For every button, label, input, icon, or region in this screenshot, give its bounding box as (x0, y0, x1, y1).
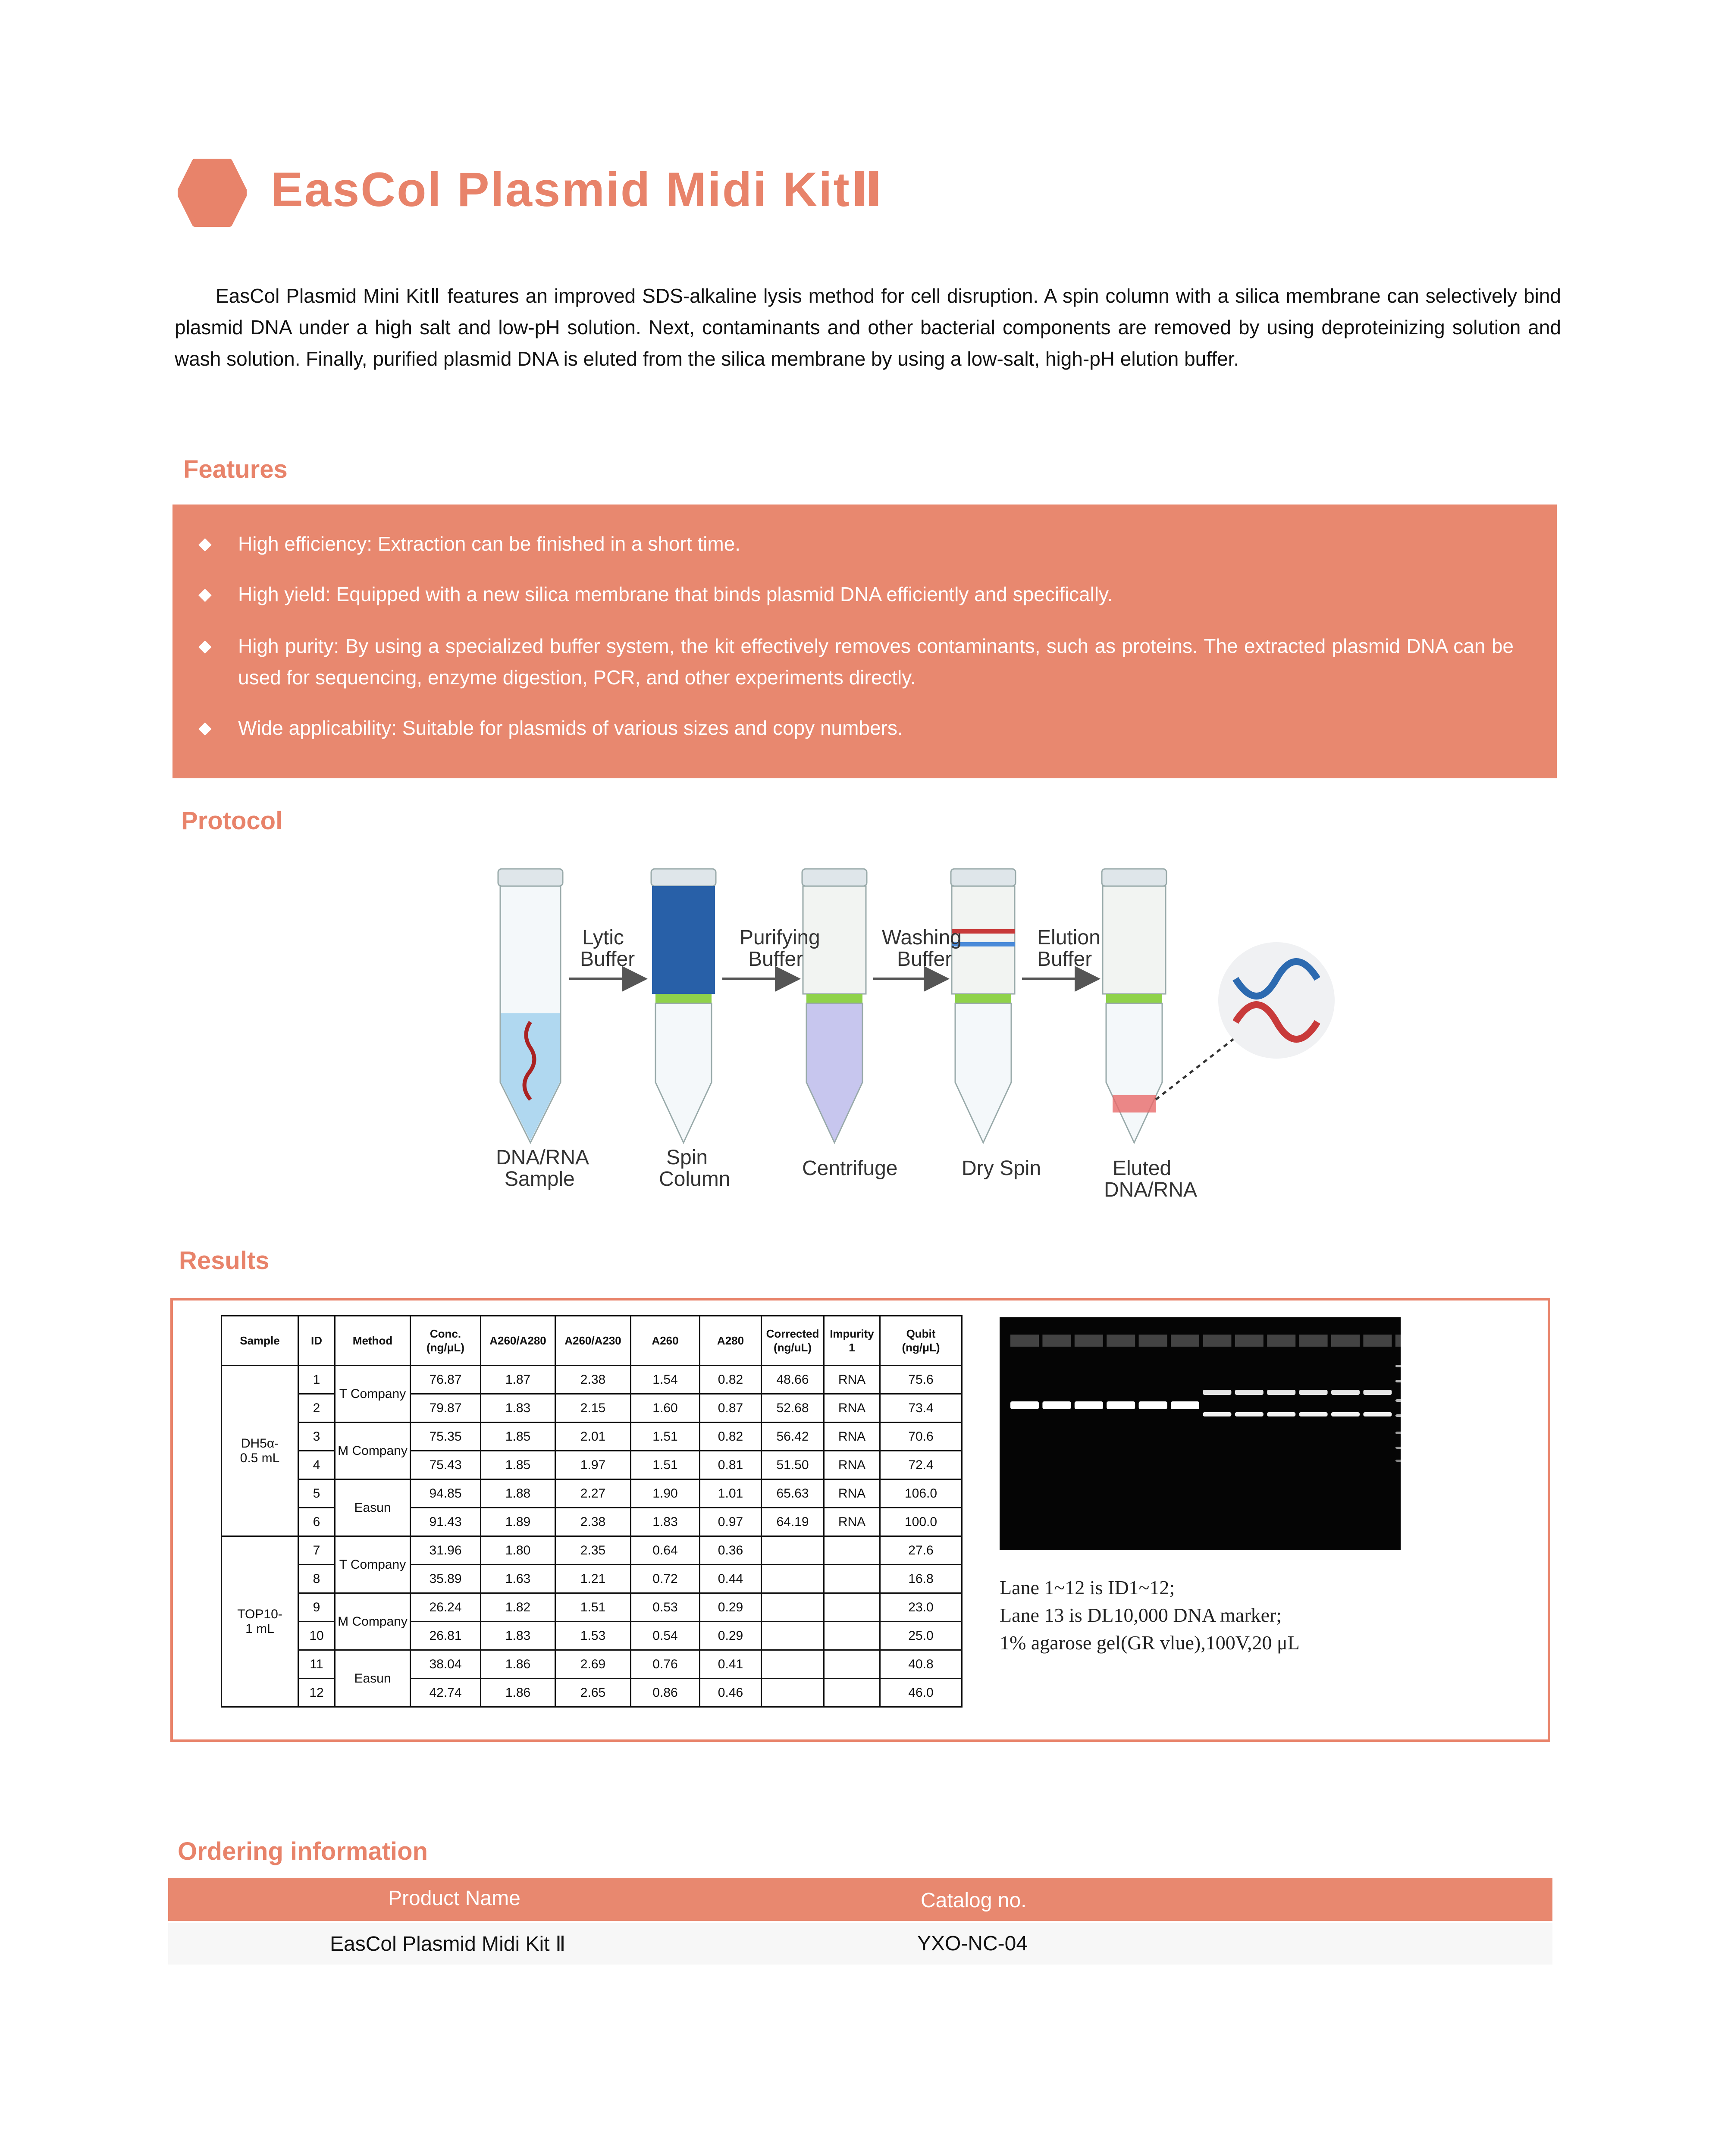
value-cell: 1.89 (481, 1508, 555, 1536)
col-header: Impurity 1 (824, 1316, 880, 1366)
value-cell: 70.6 (880, 1423, 962, 1451)
table-header-row (222, 1316, 962, 1366)
value-cell: 1.83 (631, 1508, 700, 1536)
gel-band (1235, 1390, 1264, 1395)
dna-helix-icon (1156, 942, 1335, 1100)
value-cell: RNA (824, 1423, 880, 1451)
id-cell: 2 (298, 1394, 335, 1423)
value-cell: 2.38 (555, 1366, 631, 1394)
value-cell: 16.8 (880, 1565, 962, 1593)
gel-band (1139, 1401, 1167, 1409)
id-cell: 9 (298, 1593, 335, 1622)
col-header: A260 (631, 1316, 700, 1366)
value-cell: 64.19 (762, 1508, 824, 1536)
value-cell (824, 1565, 880, 1593)
value-cell: 73.4 (880, 1394, 962, 1423)
gel-band (1395, 1365, 1401, 1367)
table-row (222, 1622, 962, 1650)
value-cell: 48.66 (762, 1366, 824, 1394)
col-header: ID (298, 1316, 335, 1366)
gel-band (1395, 1432, 1401, 1434)
gel-band (1395, 1414, 1401, 1417)
gel-band (1235, 1412, 1264, 1416)
gel-band (1171, 1401, 1199, 1409)
value-cell: 0.29 (700, 1622, 762, 1650)
step-label: Eluted (1113, 1157, 1172, 1180)
value-cell: 0.36 (700, 1536, 762, 1565)
gel-well (1203, 1335, 1231, 1347)
gel-well (1395, 1335, 1401, 1347)
value-cell: 65.63 (762, 1479, 824, 1508)
catalog-header: Catalog no. (921, 1889, 1027, 1912)
ordering-row (168, 1923, 1552, 1965)
col-header: Conc. (ng/μL) (411, 1316, 481, 1366)
sample-tube-icon (498, 869, 563, 1143)
value-cell: 1.51 (631, 1423, 700, 1451)
value-cell: 0.44 (700, 1565, 762, 1593)
spin-column-tube-icon (651, 869, 716, 1143)
dry-spin-tube-icon (951, 869, 1016, 1143)
value-cell: 2.15 (555, 1394, 631, 1423)
table-row (222, 1423, 962, 1451)
gel-band (1331, 1390, 1360, 1395)
value-cell: 75.35 (411, 1423, 481, 1451)
value-cell: 0.82 (700, 1366, 762, 1394)
protocol-diagram (474, 858, 1337, 1203)
gel-band (1042, 1401, 1071, 1409)
method-cell: M Company (335, 1423, 411, 1479)
page-title: EasCol Plasmid Midi KitⅡ (271, 163, 884, 216)
table-row (222, 1479, 962, 1508)
step-label: Centrifuge (802, 1157, 898, 1180)
value-cell: 1.53 (555, 1622, 631, 1650)
results-heading: Results (179, 1247, 270, 1275)
col-header: Sample (222, 1316, 298, 1366)
value-cell: 0.72 (631, 1565, 700, 1593)
value-cell: 1.86 (481, 1650, 555, 1679)
value-cell: 0.54 (631, 1622, 700, 1650)
value-cell: 72.4 (880, 1451, 962, 1479)
step-label: Dry Spin (962, 1157, 1041, 1180)
value-cell: 1.63 (481, 1565, 555, 1593)
value-cell: 26.24 (411, 1593, 481, 1622)
intro-paragraph: EasCol Plasmid Mini KitⅡ features an improved SDS-alkaline lysis method for cell disruption. A spin column with a silica membrane can selectively bind plasmid DNA under a high salt and low-pH solution. Next, contaminants and other bacterial components are removed by using deproteinizing solution and wash solution. Finally, purified plasmid DNA is eluted from the silica membrane by using a low-salt, high-pH elution buffer. (175, 285, 1561, 370)
buffer-label: Purifying (740, 926, 820, 949)
features-box (172, 505, 1557, 778)
gel-band (1107, 1401, 1135, 1409)
value-cell: 1.21 (555, 1565, 631, 1593)
gel-band (1299, 1412, 1328, 1416)
value-cell: 0.53 (631, 1593, 700, 1622)
feature-item: ◆ Wide applicability: Suitable for plasmids of various sizes and copy numbers. (198, 712, 1514, 744)
id-cell: 4 (298, 1451, 335, 1479)
gel-well (1363, 1335, 1392, 1347)
value-cell: 31.96 (411, 1536, 481, 1565)
value-cell: 2.69 (555, 1650, 631, 1679)
gel-well (1075, 1335, 1103, 1347)
value-cell: 75.43 (411, 1451, 481, 1479)
id-cell: 1 (298, 1366, 335, 1394)
value-cell: 2.01 (555, 1423, 631, 1451)
value-cell: 26.81 (411, 1622, 481, 1650)
id-cell: 5 (298, 1479, 335, 1508)
value-cell: 51.50 (762, 1451, 824, 1479)
table-row (222, 1650, 962, 1679)
value-cell: 1.85 (481, 1423, 555, 1451)
col-header: A260/A280 (481, 1316, 555, 1366)
table-row (222, 1394, 962, 1423)
value-cell: 1.83 (481, 1394, 555, 1423)
gel-well (1139, 1335, 1167, 1347)
id-cell: 8 (298, 1565, 335, 1593)
method-cell: M Company (335, 1593, 411, 1650)
value-cell (824, 1622, 880, 1650)
step-label: DNA/RNA (1104, 1178, 1198, 1201)
ordering-heading: Ordering information (178, 1837, 428, 1865)
buffer-label: Buffer (1037, 948, 1092, 971)
gel-well (1267, 1335, 1295, 1347)
value-cell: 0.82 (700, 1423, 762, 1451)
buffer-label: Lytic (582, 926, 624, 949)
value-cell: 1.51 (555, 1593, 631, 1622)
value-cell (762, 1536, 824, 1565)
diamond-bullet-icon: ◆ (198, 718, 212, 737)
value-cell: 2.27 (555, 1479, 631, 1508)
col-header: Corrected (ng/uL) (762, 1316, 824, 1366)
value-cell: 1.97 (555, 1451, 631, 1479)
step-label: Sample (505, 1168, 575, 1191)
features-heading: Features (183, 455, 288, 483)
value-cell: 56.42 (762, 1423, 824, 1451)
value-cell: 40.8 (880, 1650, 962, 1679)
value-cell: 1.86 (481, 1679, 555, 1707)
gel-well (1171, 1335, 1199, 1347)
title-hexagon-icon (178, 158, 247, 227)
value-cell: 1.85 (481, 1451, 555, 1479)
feature-item: ◆ High purity: By using a specialized buffer system, the kit effectively removes contaminants, such as proteins. The extracted plasmid DNA can be used for sequencing, enzyme digestion, PCR, and other experiments directly. (198, 630, 1514, 693)
gel-band (1395, 1380, 1401, 1382)
gel-band (1075, 1401, 1103, 1409)
value-cell: 1.80 (481, 1536, 555, 1565)
diamond-bullet-icon: ◆ (198, 534, 212, 553)
gel-well (1107, 1335, 1135, 1347)
step-label: Column (659, 1168, 731, 1191)
value-cell: RNA (824, 1451, 880, 1479)
sample-cell: DH5α- 0.5 mL (222, 1366, 298, 1536)
gel-caption: Lane 1~12 is ID1~12; Lane 13 is DL10,000 DNA marker; 1% agarose gel(GR vlue),100V,20 μL (1000, 1576, 1300, 1654)
value-cell (762, 1622, 824, 1650)
id-cell: 3 (298, 1423, 335, 1451)
value-cell: 1.90 (631, 1479, 700, 1508)
id-cell: 11 (298, 1650, 335, 1679)
col-header: A260/A230 (555, 1316, 631, 1366)
gel-band (1267, 1390, 1295, 1395)
method-cell: Easun (335, 1650, 411, 1707)
value-cell: 75.6 (880, 1366, 962, 1394)
feature-item: ◆ High efficiency: Extraction can be finished in a short time. (198, 528, 1514, 560)
col-header: Method (335, 1316, 411, 1366)
table-row (222, 1451, 962, 1479)
gel-band (1395, 1447, 1401, 1449)
table-row (222, 1565, 962, 1593)
value-cell: 0.29 (700, 1593, 762, 1622)
value-cell: 23.0 (880, 1593, 962, 1622)
ordering-header-row (168, 1878, 1552, 1921)
value-cell: 1.88 (481, 1479, 555, 1508)
value-cell (762, 1650, 824, 1679)
value-cell: 2.35 (555, 1536, 631, 1565)
value-cell: 0.86 (631, 1679, 700, 1707)
gel-band (1010, 1401, 1039, 1409)
centrifuge-tube-icon (802, 869, 867, 1143)
product-name-header: Product Name (388, 1887, 520, 1910)
feature-item: ◆ High yield: Equipped with a new silica membrane that binds plasmid DNA efficiently and specifically. (198, 579, 1514, 610)
table-row (222, 1366, 962, 1394)
value-cell: 0.64 (631, 1536, 700, 1565)
method-cell: T Company (335, 1366, 411, 1423)
value-cell: 106.0 (880, 1479, 962, 1508)
gel-band (1395, 1399, 1401, 1402)
gel-well (1235, 1335, 1264, 1347)
value-cell: 27.6 (880, 1536, 962, 1565)
value-cell: 2.65 (555, 1679, 631, 1707)
value-cell: RNA (824, 1394, 880, 1423)
buffer-label: Elution (1037, 926, 1101, 949)
col-header: A280 (700, 1316, 762, 1366)
value-cell (824, 1650, 880, 1679)
protocol-heading: Protocol (181, 807, 283, 835)
value-cell: 0.87 (700, 1394, 762, 1423)
value-cell: 1.01 (700, 1479, 762, 1508)
value-cell: RNA (824, 1479, 880, 1508)
value-cell: 0.46 (700, 1679, 762, 1707)
value-cell: 38.04 (411, 1650, 481, 1679)
id-cell: 10 (298, 1622, 335, 1650)
step-label: Spin (666, 1146, 708, 1169)
value-cell: 46.0 (880, 1679, 962, 1707)
value-cell: 1.54 (631, 1366, 700, 1394)
gel-band (1267, 1412, 1295, 1416)
product-name: EasCol Plasmid Midi Kit Ⅱ (330, 1933, 566, 1955)
value-cell: 25.0 (880, 1622, 962, 1650)
buffer-label: Buffer (748, 948, 803, 971)
gel-band (1203, 1412, 1231, 1416)
value-cell: 52.68 (762, 1394, 824, 1423)
eluted-tube-icon (1102, 869, 1166, 1143)
method-cell: Easun (335, 1479, 411, 1536)
gel-band (1363, 1390, 1392, 1395)
id-cell: 6 (298, 1508, 335, 1536)
value-cell: RNA (824, 1366, 880, 1394)
col-header: Qubit (ng/μL) (880, 1316, 962, 1366)
value-cell: 76.87 (411, 1366, 481, 1394)
step-label: DNA/RNA (496, 1146, 589, 1169)
value-cell: 0.81 (700, 1451, 762, 1479)
value-cell (824, 1536, 880, 1565)
value-cell: 1.82 (481, 1593, 555, 1622)
value-cell (762, 1565, 824, 1593)
buffer-label: Washing (882, 926, 962, 949)
value-cell (824, 1679, 880, 1707)
value-cell: 0.41 (700, 1650, 762, 1679)
value-cell: 91.43 (411, 1508, 481, 1536)
value-cell: 1.87 (481, 1366, 555, 1394)
gel-well (1299, 1335, 1328, 1347)
catalog-number: YXO-NC-04 (917, 1932, 1028, 1955)
gel-well (1042, 1335, 1071, 1347)
value-cell: 1.83 (481, 1622, 555, 1650)
table-row (222, 1593, 962, 1622)
value-cell: 1.60 (631, 1394, 700, 1423)
value-cell: 94.85 (411, 1479, 481, 1508)
value-cell: 0.97 (700, 1508, 762, 1536)
gel-band (1203, 1390, 1231, 1395)
value-cell: 100.0 (880, 1508, 962, 1536)
id-cell: 7 (298, 1536, 335, 1565)
value-cell: 35.89 (411, 1565, 481, 1593)
gel-band (1331, 1412, 1360, 1416)
value-cell (762, 1679, 824, 1707)
gel-well (1010, 1335, 1039, 1347)
value-cell (762, 1593, 824, 1622)
diamond-bullet-icon: ◆ (198, 636, 212, 655)
value-cell (824, 1593, 880, 1622)
value-cell: 0.76 (631, 1650, 700, 1679)
buffer-label: Buffer (580, 948, 635, 971)
gel-band (1395, 1460, 1401, 1462)
table-row (222, 1508, 962, 1536)
gel-band (1299, 1390, 1328, 1395)
value-cell: 79.87 (411, 1394, 481, 1423)
gel-well (1331, 1335, 1360, 1347)
value-cell: 42.74 (411, 1679, 481, 1707)
method-cell: T Company (335, 1536, 411, 1593)
results-table (221, 1315, 963, 1708)
gel-band (1363, 1412, 1392, 1416)
diamond-bullet-icon: ◆ (198, 585, 212, 604)
value-cell: RNA (824, 1508, 880, 1536)
value-cell: 2.38 (555, 1508, 631, 1536)
sample-cell: TOP10- 1 mL (222, 1536, 298, 1707)
agarose-gel-image (1000, 1317, 1401, 1550)
table-row (222, 1536, 962, 1565)
table-row (222, 1679, 962, 1707)
value-cell: 1.51 (631, 1451, 700, 1479)
id-cell: 12 (298, 1679, 335, 1707)
buffer-label: Buffer (897, 948, 952, 971)
